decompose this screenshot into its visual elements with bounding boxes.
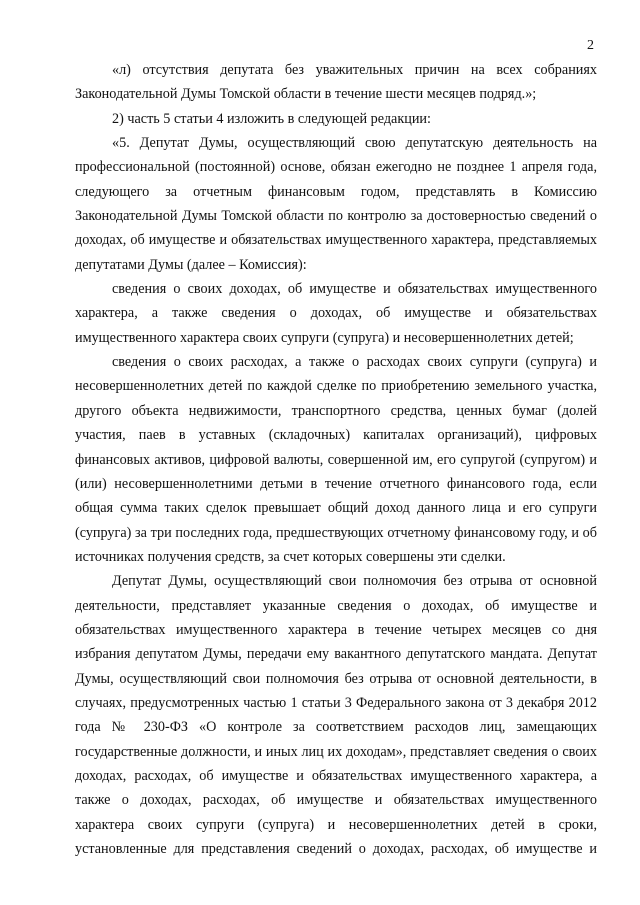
paragraph-income-info: сведения о своих доходах, об имуществе и обязательствах имущественного характера, а также сведения о доходах, об имуществе и обязательствах имущественного характера своих супруги (супруга) и несовершеннолетних детей;	[75, 281, 597, 346]
paragraph-absence-clause: «л) отсутствия депутата без уважительных причин на всех собраниях Законодательной Думы Томской области в течение шести месяцев подряд.»;	[75, 62, 597, 103]
paragraph-non-permanent-deputy: Депутат Думы, осуществляющий свои полномочия без отрыва от основной деятельности, представляет указанные сведения о доходах, об имуществе и обязательствах имущественного характера в течение четырех месяцев со дня избрания депутатом Думы, передачи ему вакантного депутатского мандата. Депутат Думы, осуществляющий свои полномочия без отрыва от основной деятельности, в случаях, предусмотренных частью 1 статьи 3 Федерального закона от 3 декабря 2012 года № 230-ФЗ «О контроле за соответствием расходов лиц, замещающих государственные должности, и иных лиц их доходам», представляет сведения о своих доходах, расходах, об имуществе и обязательствах имущественного характера, а также о доходах, расходах, об имуществе и обязательствах имущественного характера своих супруги (супруга) и несовершеннолетних детей в сроки, установленные для представления сведений о доходах, расходах, об имуществе и	[75, 573, 597, 857]
paragraph-part-5: «5. Депутат Думы, осуществляющий свою депутатскую деятельность на профессиональной (постоянной) основе, обязан ежегодно не позднее 1 апреля года, следующего за отчетным финансовым годом, представлять в Комиссию Законодательной Думы Томской области по контролю за достоверностью сведений о доходах, об имуществе и обязательствах имущественного характера, представляемых депутатами Думы (далее – Комиссия):	[75, 135, 597, 273]
document-body	[75, 58, 597, 861]
page-number: 2	[587, 38, 594, 53]
paragraph-amendment-intro: 2) часть 5 статьи 4 изложить в следующей редакции:	[112, 110, 431, 127]
paragraph-expense-info: сведения о своих расходах, а также о расходах своих супруги (супруга) и несовершеннолетних детей по каждой сделке по приобретению земельного участка, другого объекта недвижимости, транспортного средства, ценных бумаг (долей участия, паев в уставных (складочных) капиталах организаций), цифровых финансовых активов, цифровой валюты, совершенной им, его супругой (супругом) и (или) несовершеннолетними детьми в течение отчетного финансового года, если общая сумма таких сделок превышает общий доход данного лица и его супруги (супруга) за три последних года, предшествующих отчетному финансовому году, и об источниках получения средств, за счет которых совершены эти сделки.	[75, 354, 597, 565]
